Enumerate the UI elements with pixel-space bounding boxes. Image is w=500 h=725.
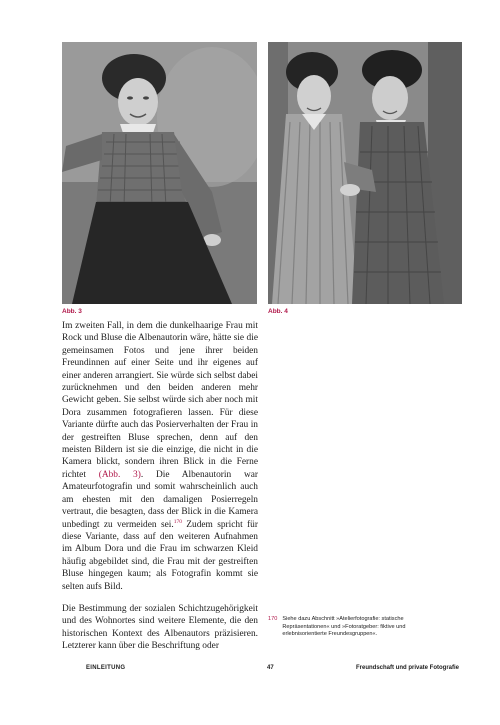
running-footer-chapter: Freundschaft und private Fotografie [355, 665, 459, 671]
woman-seated-photo [62, 42, 257, 304]
para-1-text-c: Zudem spricht für diese Variante, dass auf den weiteren Aufnahmen im Album Dora und die Frau im schwarzen Kleid häufig abgebildet sind, die Frau mit der gestreiften Bluse hingegen kaum; als Fotografin kommt sie selten aufs Bild. [62, 519, 258, 592]
page-number: 47 [267, 665, 274, 671]
para-1-text-b: . Die Albenautorin war Amateurfotografin und somit wahrscheinlich auch am ehesten mit den damaligen Posierregeln vertraut, die besagten, dass der Blick in die Kamera unbedingt zu vermeiden sei. [62, 469, 258, 530]
footnote-number: 170 [268, 616, 278, 622]
body-paragraph-1 [62, 320, 258, 593]
body-paragraph-2: Die Bestimmung der sozialen Schichtzugehörigkeit und des Wohnortes sind weitere Elemente, die den historischen Kontext des Albenautors präzisieren. Letzterer kann über die Beschriftung oder [62, 604, 258, 652]
footnote-text: Siehe dazu Abschnitt »Atelierfotografie: statische Repräsentationen« und »Fotoratgeber: fiktive und erlebnisorientierte Freundesgruppen«. [282, 616, 406, 638]
figure-reference-abb-3[interactable]: (Abb. 3) [98, 469, 141, 480]
figure-caption-abb-3: Abb. 3 [62, 308, 82, 315]
figure-caption-abb-4: Abb. 4 [268, 308, 288, 315]
two-women-photo [268, 42, 462, 304]
photo-abb-3 [62, 42, 257, 304]
footnote-170 [268, 616, 418, 639]
photo-abb-4 [268, 42, 462, 304]
footnote-marker-170[interactable]: 170 [173, 518, 182, 525]
running-footer-section: EINLEITUNG [86, 665, 126, 671]
para-1-text-a: Im zweiten Fall, in dem die dunkelhaarige Frau mit Rock und Bluse die Albenautorin wäre, hätte sie die gemeinsamen Fotos und jene ihrer beiden Freundinnen auf einer Seite und ihr eigenes auf einer anderen arrangiert. Sie würde sich selbst dabei zurücknehmen und den beiden anderen mehr Gewicht geben. Sie selbst würde sich aber noch mit Dora zusammen fotografieren lassen. Für diese Variante dürfte auch das Posierverhalten der Frau in der gestreiften Bluse sprechen, denn auf den meisten Bildern ist sie die einzige, die nicht in die Kamera blickt, sondern ihren Blick in die Ferne richtet [62, 321, 258, 480]
